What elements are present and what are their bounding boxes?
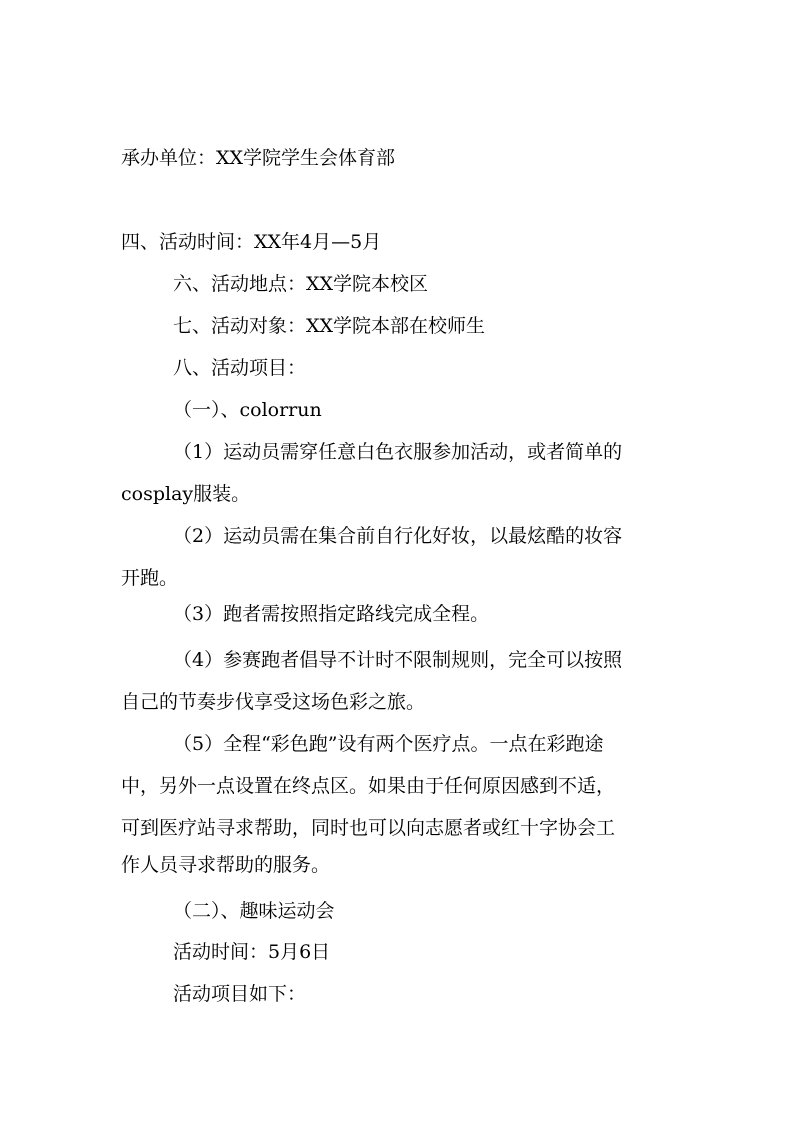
fun-games-time-line: 活动时间：5月6日	[173, 941, 331, 963]
paragraph-line: （2）运动员需在集合前自行化好妆，以最炫酷的妆容	[173, 525, 623, 547]
paragraph-line: （4）参赛跑者倡导不计时不限制规则，完全可以按照	[173, 649, 623, 671]
paragraph-line: 中，另外一点设置在终点区。如果由于任何原因感到不适，	[121, 775, 616, 797]
paragraph-line: cosplay服装。	[121, 483, 251, 505]
paragraph-line: （5）全程“彩色跑”设有两个医疗点。一点在彩跑途	[173, 733, 604, 755]
section-location-line: 六、活动地点：XX学院本校区	[173, 273, 429, 295]
paragraph-line: 作人员寻求帮助的服务。	[121, 854, 331, 876]
paragraph-line: （3）跑者需按照指定路线完成全程。	[173, 603, 490, 625]
section-time-line: 四、活动时间：XX年4月—5月	[121, 231, 382, 253]
paragraph-line: 自己的节奏步伐享受这场色彩之旅。	[121, 691, 426, 713]
organizer-line: 承办单位：XX学院学生会体育部	[121, 147, 396, 169]
paragraph-line: 可到医疗站寻求帮助，同时也可以向志愿者或红十字协会工	[121, 817, 616, 839]
paragraph-line: （1）运动员需穿任意白色衣服参加活动，或者简单的	[173, 441, 623, 463]
section-items-heading: 八、活动项目：	[173, 357, 307, 379]
section-audience-line: 七、活动对象：XX学院本部在校师生	[173, 315, 486, 337]
subsection-colorrun-heading: （一）、colorrun	[173, 399, 322, 421]
fun-games-items-line: 活动项目如下：	[173, 983, 307, 1005]
paragraph-line: 开跑。	[121, 567, 179, 589]
subsection-fun-games-heading: （二）、趣味运动会	[173, 900, 335, 922]
